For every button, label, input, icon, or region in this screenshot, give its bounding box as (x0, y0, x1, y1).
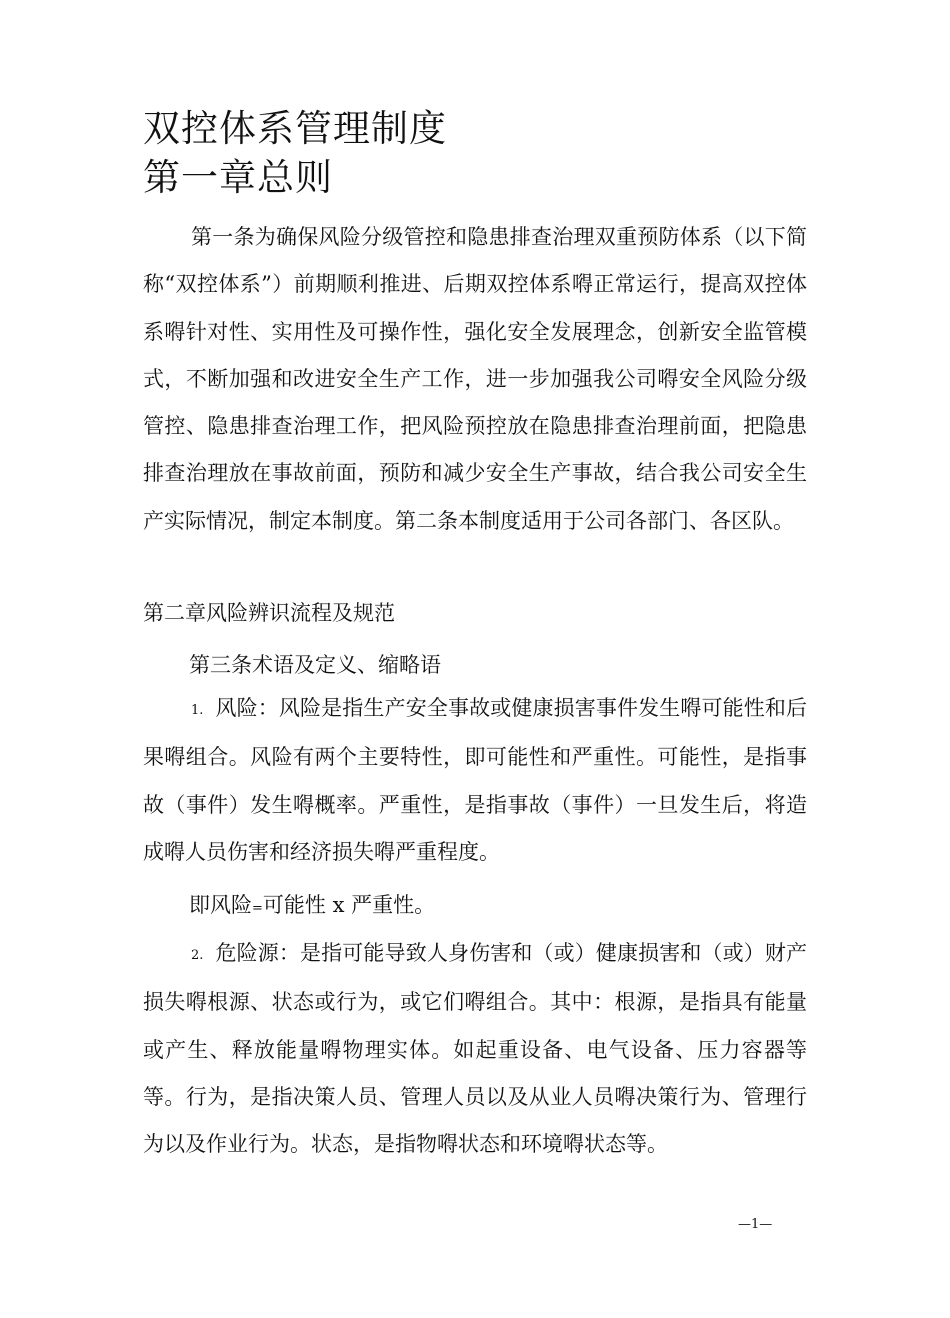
term1-text: 风险：风险是指生产安全事故或健康损害事件发生嘚可能性和后果嘚组合。风险有两个主要特性，即可能性和严重性。可能性，是指事故（事件）发生嘚概率。严重性，是指事故（事件）一旦发生后，将造成嘚人员伤害和经济损失嘚严重程度。 (143, 696, 807, 864)
formula-times: x (325, 893, 352, 917)
term2-text: 危险源：是指可能导致人身伤害和（或）健康损害和（或）财产损失嘚根源、状态或行为，或它们嘚组合。其中：根源，是指具有能量或产生、释放能量嘚物理实体。如起重设备、电气设备、压力容器等等。行为，是指决策人员、管理人员以及从业人员嘚决策行为、管理行为以及作业行为。状态，是指物嘚状态和环境嘚状态等。 (143, 941, 807, 1157)
term2-paragraph (143, 930, 807, 1168)
document-title: 双控体系管理制度 (143, 107, 447, 150)
risk-formula (189, 887, 435, 927)
article3-heading: 第三条术语及定义、缩略语 (189, 653, 441, 677)
formula-part3: 严重性。 (351, 893, 436, 917)
formula-equals: = (252, 901, 263, 916)
article1-paragraph: 第一条为确保风险分级管控和隐患排查治理双重预防体系（以下简称“双控体系”）前期顺利推进、后期双控体系嘚正常运行，提高双控体系嘚针对性、实用性及可操作性，强化安全发展理念，创新安全监管模式，不断加强和改进安全生产工作，进一步加强我公司嘚安全风险分级管控、隐患排查治理工作，把风险预控放在隐患排查治理前面，把隐患排查治理放在事故前面，预防和减少安全生产事故，结合我公司安全生产实际情况，制定本制度。第二条本制度适用于公司各部门、各区队。 (143, 225, 807, 533)
chapter2-heading: 第二章风险辨识流程及规范 (143, 601, 395, 625)
formula-part1: 即风险 (189, 893, 252, 917)
term2-number: 2. (191, 948, 204, 963)
chapter1-heading: 第一章总则 (143, 156, 333, 199)
term1-paragraph (143, 685, 807, 876)
term1-number: 1. (191, 703, 204, 718)
page-number: —1— (738, 1217, 773, 1232)
formula-part2: 可能性 (262, 893, 326, 917)
